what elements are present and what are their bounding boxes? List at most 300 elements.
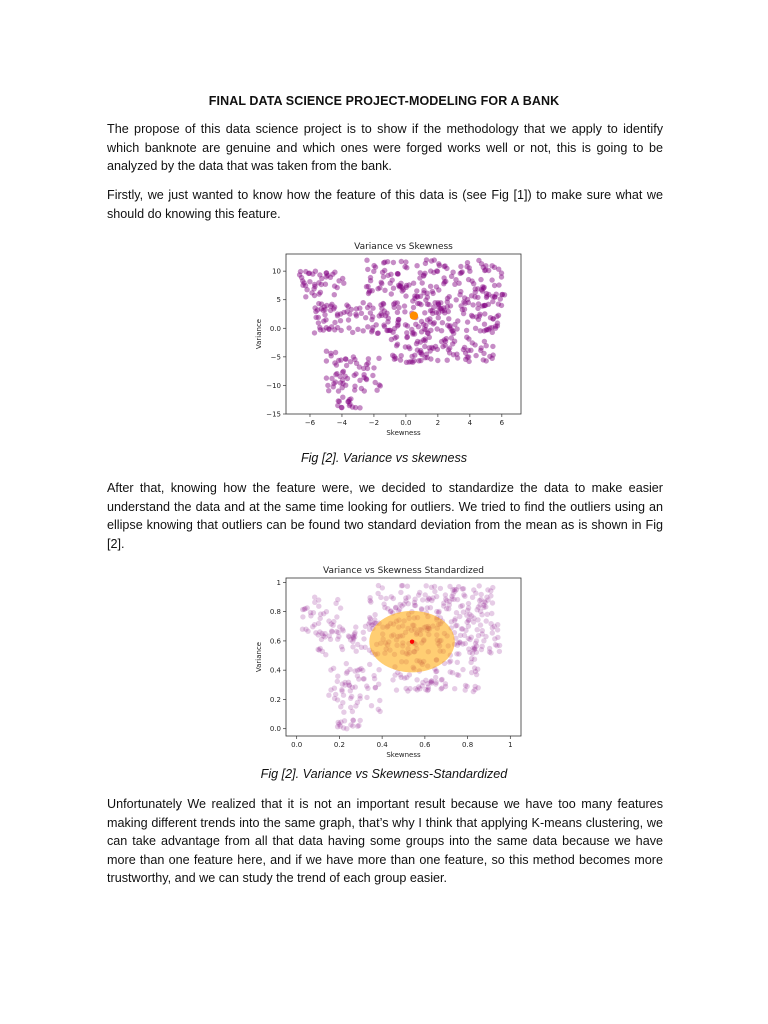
scatter-point bbox=[376, 667, 381, 672]
scatter-point bbox=[461, 347, 466, 352]
chart-variance-vs-skewness-standardized bbox=[251, 560, 526, 760]
scatter-point bbox=[346, 399, 351, 404]
scatter-point bbox=[385, 259, 390, 264]
scatter-point bbox=[355, 642, 360, 647]
scatter-point bbox=[325, 273, 330, 278]
scatter-point bbox=[431, 270, 436, 275]
scatter-point bbox=[312, 600, 317, 605]
scatter-point bbox=[422, 310, 427, 315]
scatter-point bbox=[360, 668, 365, 673]
y-tick-label: 5 bbox=[276, 296, 281, 305]
scatter-point bbox=[367, 662, 372, 667]
scatter-point bbox=[350, 717, 355, 722]
scatter-point bbox=[353, 684, 358, 689]
scatter-point bbox=[416, 592, 421, 597]
scatter-point bbox=[448, 669, 453, 674]
scatter-point bbox=[462, 295, 467, 300]
scatter-point bbox=[434, 680, 439, 685]
scatter-point bbox=[452, 686, 457, 691]
scatter-point bbox=[425, 317, 430, 322]
scatter-point bbox=[472, 687, 477, 692]
scatter-point bbox=[318, 290, 323, 295]
scatter-point bbox=[372, 676, 377, 681]
scatter-point bbox=[393, 605, 398, 610]
scatter-point bbox=[396, 305, 401, 310]
scatter-point bbox=[441, 601, 446, 606]
scatter-point bbox=[335, 597, 340, 602]
scatter-point bbox=[398, 357, 403, 362]
chart-title: Variance vs Skewness bbox=[354, 242, 453, 252]
scatter-point bbox=[454, 610, 459, 615]
scatter-point bbox=[458, 633, 463, 638]
scatter-point bbox=[336, 630, 341, 635]
scatter-point bbox=[384, 328, 389, 333]
scatter-point bbox=[361, 676, 366, 681]
scatter-point bbox=[484, 618, 489, 623]
x-tick-label: 0.4 bbox=[376, 741, 388, 749]
y-tick-label: 0.6 bbox=[269, 637, 281, 646]
scatter-point bbox=[424, 583, 429, 588]
scatter-point bbox=[466, 646, 471, 651]
scatter-point bbox=[345, 669, 350, 674]
scatter-point bbox=[312, 595, 317, 600]
scatter-point bbox=[359, 311, 364, 316]
paragraph-firstly: Firstly, we just wanted to know how the feature of this data is (see Fig [1]) to make sure what we should do knowing this feature. bbox=[107, 188, 663, 221]
scatter-point bbox=[482, 311, 487, 316]
scatter-point bbox=[321, 308, 326, 313]
scatter-point bbox=[403, 293, 408, 298]
paragraph-after-that: After that, knowing how the feature were, we decided to standardize the data to make easier understand the data and at the same time looking for outliers. We tried to find the outliers using an ellipse knowing that outliers can be found two standard deviation from the mean as is shown in Fig [2]. bbox=[107, 481, 663, 551]
scatter-point bbox=[394, 343, 399, 348]
scatter-point bbox=[375, 286, 380, 291]
scatter-point bbox=[418, 294, 423, 299]
scatter-point bbox=[443, 279, 448, 284]
scatter-point bbox=[461, 592, 466, 597]
scatter-point bbox=[487, 649, 492, 654]
scatter-point bbox=[423, 678, 428, 683]
scatter-point bbox=[433, 675, 438, 680]
scatter-point bbox=[451, 597, 456, 602]
scatter-point bbox=[392, 305, 397, 310]
scatter-point bbox=[335, 637, 340, 642]
scatter-point bbox=[370, 373, 375, 378]
scatter-point bbox=[469, 635, 474, 640]
scatter-point bbox=[424, 352, 429, 357]
scatter-point bbox=[395, 320, 400, 325]
scatter-point bbox=[489, 263, 494, 268]
scatter-point bbox=[449, 619, 454, 624]
scatter-point bbox=[340, 370, 345, 375]
scatter-point bbox=[364, 683, 369, 688]
scatter-point bbox=[326, 693, 331, 698]
scatter-point bbox=[497, 643, 502, 648]
scatter-point bbox=[457, 639, 462, 644]
scatter-point bbox=[348, 637, 353, 642]
scatter-point bbox=[322, 631, 327, 636]
scatter-point bbox=[449, 335, 454, 340]
scatter-point bbox=[375, 331, 380, 336]
scatter-point bbox=[477, 583, 482, 588]
scatter-point bbox=[466, 359, 471, 364]
scatter-point bbox=[371, 365, 376, 370]
scatter-point bbox=[447, 345, 452, 350]
scatter-point bbox=[357, 378, 362, 383]
y-tick-label: 0.0 bbox=[269, 324, 281, 333]
scatter-point bbox=[404, 675, 409, 680]
scatter-point bbox=[414, 341, 419, 346]
scatter-point bbox=[432, 589, 437, 594]
scatter-point bbox=[422, 271, 427, 276]
scatter-point bbox=[484, 358, 489, 363]
x-axis-label: Skewness bbox=[386, 429, 421, 437]
scatter-point bbox=[467, 269, 472, 274]
scatter-point bbox=[335, 285, 340, 290]
scatter-point bbox=[391, 286, 396, 291]
scatter-point bbox=[341, 710, 346, 715]
scatter-point bbox=[466, 624, 471, 629]
scatter-point bbox=[378, 383, 383, 388]
scatter-point bbox=[346, 325, 351, 330]
scatter-point bbox=[417, 275, 422, 280]
scatter-point bbox=[350, 709, 355, 714]
chart-title: Variance vs Skewness Standardized bbox=[322, 566, 485, 576]
scatter-point bbox=[482, 285, 487, 290]
x-tick-label: 4 bbox=[467, 419, 473, 427]
scatter-point bbox=[303, 294, 308, 299]
scatter-point bbox=[335, 679, 340, 684]
scatter-point bbox=[338, 719, 343, 724]
scatter-point bbox=[341, 281, 346, 286]
scatter-point bbox=[490, 630, 495, 635]
scatter-point bbox=[372, 612, 377, 617]
scatter-point bbox=[361, 630, 366, 635]
scatter-point bbox=[445, 358, 450, 363]
scatter-point bbox=[377, 698, 382, 703]
scatter-point bbox=[430, 289, 435, 294]
scatter-point bbox=[365, 284, 370, 289]
y-tick-label: −5 bbox=[270, 353, 281, 362]
scatter-point bbox=[381, 322, 386, 327]
scatter-point bbox=[452, 322, 457, 327]
scatter-point bbox=[434, 310, 439, 315]
scatter-point bbox=[499, 270, 504, 275]
scatter-point bbox=[478, 622, 483, 627]
scatter-point bbox=[484, 343, 489, 348]
scatter-point bbox=[470, 651, 475, 656]
scatter-point bbox=[475, 627, 480, 632]
scatter-point bbox=[490, 585, 495, 590]
scatter-point bbox=[454, 352, 459, 357]
scatter-point bbox=[429, 258, 434, 263]
scatter-point bbox=[404, 335, 409, 340]
scatter-point bbox=[324, 325, 329, 330]
scatter-point bbox=[334, 614, 339, 619]
scatter-point bbox=[341, 310, 346, 315]
scatter-point bbox=[369, 317, 374, 322]
scatter-point bbox=[379, 280, 384, 285]
scatter-point bbox=[319, 637, 324, 642]
scatter-point bbox=[448, 303, 453, 308]
scatter-point bbox=[335, 403, 340, 408]
scatter-point bbox=[496, 282, 501, 287]
scatter-point bbox=[423, 592, 428, 597]
scatter-points bbox=[297, 257, 507, 410]
scatter-point bbox=[336, 358, 341, 363]
scatter-point bbox=[497, 649, 502, 654]
scatter-point bbox=[383, 313, 388, 318]
scatter-point bbox=[436, 609, 441, 614]
scatter-point bbox=[475, 617, 480, 622]
scatter-point bbox=[436, 302, 441, 307]
y-tick-label: 0.4 bbox=[269, 666, 281, 675]
scatter-point bbox=[398, 281, 403, 286]
scatter-point bbox=[402, 309, 407, 314]
scatter-point bbox=[431, 305, 436, 310]
x-tick-label: 0.2 bbox=[333, 741, 345, 749]
x-tick-label: −6 bbox=[304, 419, 316, 427]
scatter-point bbox=[365, 267, 370, 272]
scatter-point bbox=[394, 687, 399, 692]
scatter-point bbox=[403, 598, 408, 603]
scatter-point bbox=[335, 313, 340, 318]
scatter-point bbox=[366, 291, 371, 296]
scatter-point bbox=[474, 672, 479, 677]
y-axis-label: Variance bbox=[255, 318, 263, 350]
scatter-point bbox=[301, 280, 306, 285]
scatter-point bbox=[420, 280, 425, 285]
scatter-point bbox=[480, 628, 485, 633]
scatter-point bbox=[428, 284, 433, 289]
scatter-point bbox=[464, 335, 469, 340]
scatter-point bbox=[470, 314, 475, 319]
scatter-point bbox=[363, 315, 368, 320]
y-axis-label: Variance bbox=[255, 641, 263, 673]
x-tick-label: 0.0 bbox=[291, 741, 303, 749]
scatter-point bbox=[466, 277, 471, 282]
scatter-point bbox=[403, 322, 408, 327]
scatter-point bbox=[491, 316, 496, 321]
scatter-point bbox=[493, 326, 498, 331]
scatter-point bbox=[399, 583, 404, 588]
scatter-point bbox=[355, 700, 360, 705]
scatter-point bbox=[316, 604, 321, 609]
scatter-point bbox=[403, 259, 408, 264]
scatter-point bbox=[417, 301, 422, 306]
scatter-point bbox=[466, 348, 471, 353]
scatter-point bbox=[356, 723, 361, 728]
scatter-point bbox=[443, 592, 448, 597]
scatter-point bbox=[419, 319, 424, 324]
scatter-point bbox=[319, 282, 324, 287]
scatter-point bbox=[318, 611, 323, 616]
scatter-point bbox=[328, 351, 333, 356]
scatter-point bbox=[419, 606, 424, 611]
scatter-point bbox=[499, 303, 504, 308]
scatter-point bbox=[405, 584, 410, 589]
x-tick-label: 0.8 bbox=[462, 741, 474, 749]
scatter-point bbox=[349, 694, 354, 699]
scatter-point bbox=[492, 636, 497, 641]
scatter-point bbox=[483, 600, 488, 605]
scatter-point bbox=[339, 687, 344, 692]
scatter-point bbox=[300, 627, 305, 632]
scatter-point bbox=[324, 375, 329, 380]
scatter-point bbox=[353, 624, 358, 629]
scatter-point bbox=[363, 645, 368, 650]
scatter-point bbox=[330, 623, 335, 628]
scatter-point bbox=[489, 277, 494, 282]
scatter-point bbox=[395, 271, 400, 276]
scatter-point bbox=[364, 377, 369, 382]
scatter-point bbox=[458, 264, 463, 269]
scatter-point bbox=[476, 604, 481, 609]
scatter-point bbox=[370, 325, 375, 330]
scatter-point bbox=[410, 360, 415, 365]
scatter-point bbox=[340, 626, 345, 631]
scatter-point bbox=[388, 281, 393, 286]
scatter-point bbox=[409, 354, 414, 359]
scatter-point bbox=[487, 354, 492, 359]
scatter-point bbox=[413, 686, 418, 691]
scatter-point bbox=[439, 677, 444, 682]
scatter-point bbox=[315, 307, 320, 312]
scatter-point bbox=[484, 291, 489, 296]
scatter-point bbox=[413, 322, 418, 327]
scatter-point bbox=[398, 590, 403, 595]
scatter-point bbox=[425, 302, 430, 307]
scatter-point bbox=[340, 276, 345, 281]
scatter-point bbox=[326, 388, 331, 393]
scatter-point bbox=[361, 636, 366, 641]
y-tick-label: −10 bbox=[266, 381, 281, 390]
scatter-point bbox=[369, 703, 374, 708]
x-tick-label: 1 bbox=[508, 741, 513, 749]
scatter-point bbox=[395, 310, 400, 315]
scatter-point bbox=[341, 725, 346, 730]
scatter-point bbox=[302, 607, 307, 612]
scatter-point bbox=[473, 326, 478, 331]
scatter-point bbox=[437, 263, 442, 268]
scatter-point bbox=[485, 587, 490, 592]
scatter-point bbox=[350, 644, 355, 649]
scatter-point bbox=[454, 297, 459, 302]
scatter-point bbox=[316, 315, 321, 320]
scatter-point bbox=[390, 677, 395, 682]
scatter-point bbox=[361, 300, 366, 305]
scatter-point bbox=[447, 350, 452, 355]
scatter-point bbox=[412, 331, 417, 336]
y-tick-label: −15 bbox=[266, 410, 281, 419]
scatter-point bbox=[376, 356, 381, 361]
scatter-point bbox=[444, 266, 449, 271]
x-tick-label: 0.0 bbox=[400, 419, 412, 427]
scatter-point bbox=[334, 362, 339, 367]
scatter-point bbox=[420, 597, 425, 602]
scatter-point bbox=[316, 320, 321, 325]
scatter-point bbox=[448, 326, 453, 331]
scatter-point bbox=[399, 259, 404, 264]
scatter-point bbox=[380, 270, 385, 275]
scatter-point bbox=[391, 260, 396, 265]
scatter-point bbox=[382, 605, 387, 610]
scatter-point bbox=[459, 270, 464, 275]
paragraph-unfortunately: Unfortunately We realized that it is not an important result because we have too many features making different trends into the same graph, that’s why I think that applying K-means clustering, we can take advantage from all that data having some groups into the same data because we have more than one feature here, and if we have more than one feature, so this method becomes more trustworthy, and we can study the trend of each group easier. bbox=[107, 797, 663, 886]
scatter-point bbox=[475, 667, 480, 672]
scatter-point bbox=[350, 330, 355, 335]
figure-caption-1: Fig [2]. Variance vs skewness bbox=[300, 451, 468, 465]
scatter-point bbox=[385, 273, 390, 278]
scatter-point bbox=[465, 260, 470, 265]
y-tick-label: 0.0 bbox=[269, 725, 281, 734]
scatter-point bbox=[332, 320, 337, 325]
scatter-point bbox=[477, 598, 482, 603]
scatter-point bbox=[319, 276, 324, 281]
scatter-point bbox=[481, 351, 486, 356]
scatter-point bbox=[450, 587, 455, 592]
scatter-point bbox=[323, 317, 328, 322]
scatter-point bbox=[325, 383, 330, 388]
scatter-point bbox=[348, 722, 353, 727]
scatter-point bbox=[444, 606, 449, 611]
scatter-point bbox=[340, 647, 345, 652]
scatter-point bbox=[469, 670, 474, 675]
scatter-point bbox=[458, 289, 463, 294]
x-tick-label: 0.6 bbox=[419, 741, 431, 749]
scatter-point bbox=[439, 685, 444, 690]
x-tick-label: −2 bbox=[368, 419, 380, 427]
scatter-point bbox=[428, 356, 433, 361]
scatter-point bbox=[472, 657, 477, 662]
scatter-point bbox=[472, 646, 477, 651]
scatter-point bbox=[328, 687, 333, 692]
y-tick-label: 10 bbox=[272, 267, 281, 276]
scatter-point bbox=[454, 672, 459, 677]
scatter-point bbox=[470, 595, 475, 600]
scatter-point bbox=[373, 264, 378, 269]
scatter-point bbox=[498, 296, 503, 301]
scatter-point bbox=[465, 319, 470, 324]
scatter-point bbox=[358, 718, 363, 723]
scatter-point bbox=[312, 284, 317, 289]
scatter-point bbox=[446, 309, 451, 314]
scatter-point bbox=[399, 675, 404, 680]
scatter-point bbox=[438, 586, 443, 591]
scatter-point bbox=[443, 343, 448, 348]
scatter-point bbox=[460, 667, 465, 672]
scatter-point bbox=[464, 613, 469, 618]
scatter-point bbox=[348, 688, 353, 693]
scatter-point bbox=[392, 335, 397, 340]
x-axis-label: Skewness bbox=[386, 751, 421, 759]
scatter-point bbox=[389, 291, 394, 296]
scatter-point bbox=[344, 661, 349, 666]
scatter-point bbox=[336, 388, 341, 393]
scatter-point bbox=[367, 627, 372, 632]
scatter-point bbox=[472, 294, 477, 299]
scatter-point bbox=[458, 604, 463, 609]
scatter-point bbox=[460, 586, 465, 591]
scatter-point bbox=[459, 626, 464, 631]
scatter-point bbox=[352, 357, 357, 362]
scatter-point bbox=[377, 709, 382, 714]
mean-point bbox=[410, 312, 418, 320]
scatter-point bbox=[440, 320, 445, 325]
scatter-point bbox=[411, 305, 416, 310]
scatter-point bbox=[414, 288, 419, 293]
scatter-point bbox=[340, 395, 345, 400]
scatter-point bbox=[407, 686, 412, 691]
scatter-point bbox=[464, 328, 469, 333]
